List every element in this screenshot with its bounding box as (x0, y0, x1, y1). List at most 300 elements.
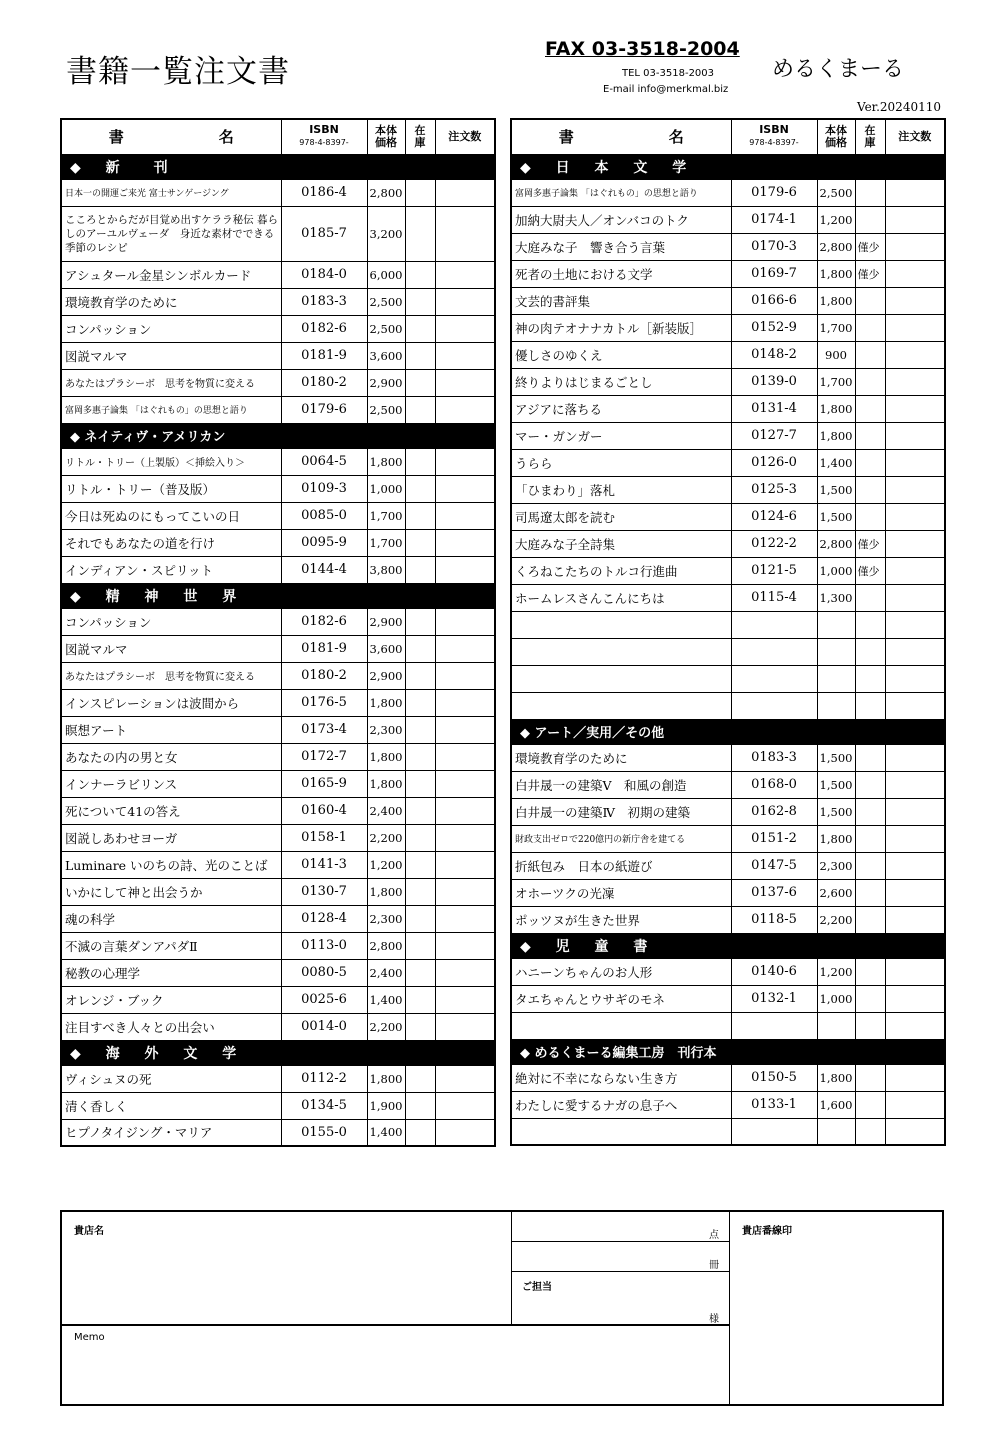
price-label-2: 価格 (825, 135, 847, 149)
stock-status (855, 958, 885, 985)
table-header (511, 119, 945, 154)
stock-status (405, 959, 435, 986)
book-title: こころとからだが目覚め出すケララ秘伝 暮らしのアーユルヴェーダ 身近な素材でできる季節のレシピ (61, 206, 281, 261)
table-row (61, 502, 495, 529)
stock-status (405, 932, 435, 959)
order-qty-cell[interactable] (885, 825, 945, 852)
publisher-name: めるくまーる (772, 57, 905, 82)
book-title: 大庭みな子 響き合う言葉 (511, 233, 731, 260)
order-qty-cell[interactable] (435, 315, 495, 342)
section-title: ◆ 海 外 文 学 (61, 1040, 495, 1065)
isbn-code: 0131-4 (731, 395, 817, 422)
book-price: 900 (817, 341, 855, 368)
book-price: 3,600 (367, 342, 405, 369)
table-row (511, 449, 945, 476)
book-title: 終りよりはじまるごとし (511, 368, 731, 395)
table-row (511, 665, 945, 692)
order-qty-cell[interactable] (885, 341, 945, 368)
book-price: 1,500 (817, 771, 855, 798)
table-row (61, 608, 495, 635)
isbn-code: 0112-2 (281, 1065, 367, 1092)
table-row (61, 475, 495, 502)
table-row (61, 1119, 495, 1146)
stock-status (405, 635, 435, 662)
order-qty-cell[interactable] (435, 689, 495, 716)
book-title: いかにして神と出会うか (61, 878, 281, 905)
table-row (511, 798, 945, 825)
order-qty-cell[interactable] (435, 770, 495, 797)
order-qty-cell[interactable] (435, 716, 495, 743)
book-price (817, 665, 855, 692)
order-qty-cell[interactable] (885, 260, 945, 287)
book-price: 2,400 (367, 797, 405, 824)
order-qty-cell[interactable] (435, 179, 495, 206)
store-name-box[interactable] (62, 1212, 512, 1326)
order-qty-cell[interactable] (435, 369, 495, 396)
order-qty-cell[interactable] (885, 557, 945, 584)
order-qty-cell[interactable] (885, 449, 945, 476)
order-qty-cell[interactable] (435, 635, 495, 662)
order-qty-cell[interactable] (435, 396, 495, 423)
book-price: 3,200 (367, 206, 405, 261)
order-qty-cell[interactable] (885, 530, 945, 557)
table-header (61, 119, 495, 154)
stock-status (855, 771, 885, 798)
order-qty-cell[interactable] (435, 851, 495, 878)
order-qty-cell[interactable] (435, 475, 495, 502)
isbn-code: 0132-1 (731, 985, 817, 1012)
book-title: あなたの内の男と女 (61, 743, 281, 770)
isbn-code: 0121-5 (731, 557, 817, 584)
isbn-code (731, 1118, 817, 1145)
table-row (61, 878, 495, 905)
points-field[interactable] (512, 1212, 729, 1242)
book-title (511, 665, 731, 692)
table-row (511, 233, 945, 260)
order-qty-cell[interactable] (885, 314, 945, 341)
isbn-code: 0125-3 (731, 476, 817, 503)
section-title: ◆ ネイティヴ・アメリカン (61, 423, 495, 448)
book-title: 文芸的書評集 (511, 287, 731, 314)
table-row (511, 1091, 945, 1118)
table-row (511, 314, 945, 341)
section-header (511, 1039, 945, 1064)
stock-status (855, 1118, 885, 1145)
table-row (511, 906, 945, 933)
col-isbn-header (731, 119, 817, 154)
order-qty-cell[interactable] (435, 1013, 495, 1040)
table-row (511, 611, 945, 638)
isbn-code: 0169-7 (731, 260, 817, 287)
order-qty-cell[interactable] (885, 206, 945, 233)
book-price: 1,200 (817, 958, 855, 985)
isbn-code: 0165-9 (281, 770, 367, 797)
section-header (511, 719, 945, 744)
stock-status (855, 1091, 885, 1118)
table-row (511, 1064, 945, 1091)
isbn-prefix: 978-4-8397- (299, 138, 349, 148)
order-qty-cell[interactable] (435, 824, 495, 851)
order-qty-cell[interactable] (885, 233, 945, 260)
book-title: タエちゃんとウサギのモネ (511, 985, 731, 1012)
col-order-header: 注文数 (435, 119, 495, 154)
order-qty-cell[interactable] (885, 368, 945, 395)
isbn-code: 0122-2 (731, 530, 817, 557)
book-title: あなたはプラシーボ 思考を物質に変える (61, 662, 281, 689)
book-price: 2,200 (817, 906, 855, 933)
book-title: それでもあなたの道を行け (61, 529, 281, 556)
table-row (511, 395, 945, 422)
table-row (61, 179, 495, 206)
book-title (511, 1012, 731, 1039)
isbn-code: 0127-7 (731, 422, 817, 449)
book-title: オレンジ・ブック (61, 986, 281, 1013)
stamp-box[interactable] (730, 1212, 944, 1404)
table-row (61, 369, 495, 396)
isbn-code: 0162-8 (731, 798, 817, 825)
order-qty-cell[interactable] (885, 1091, 945, 1118)
book-price: 1,800 (367, 689, 405, 716)
stock-status: 僅少 (855, 260, 885, 287)
table-row (511, 557, 945, 584)
order-qty-cell[interactable] (435, 1092, 495, 1119)
order-qty-cell[interactable] (885, 906, 945, 933)
shop-info-box (60, 1210, 944, 1406)
order-qty-cell[interactable] (435, 529, 495, 556)
book-price: 1,800 (367, 878, 405, 905)
book-price: 2,900 (367, 608, 405, 635)
book-title: 環境教育学のために (511, 744, 731, 771)
book-price: 2,900 (367, 662, 405, 689)
contact-label: ご担当 (522, 1282, 552, 1293)
stock-status: 僅少 (855, 557, 885, 584)
order-qty-cell[interactable] (435, 743, 495, 770)
isbn-code: 0179-6 (731, 179, 817, 206)
book-price: 2,200 (367, 824, 405, 851)
isbn-code: 0139-0 (731, 368, 817, 395)
book-price: 1,800 (367, 1065, 405, 1092)
table-row (511, 985, 945, 1012)
book-title: ホームレスさんこんにちは (511, 584, 731, 611)
stock-status (405, 662, 435, 689)
book-title: ポッツヌが生きた世界 (511, 906, 731, 933)
stock-status (855, 852, 885, 879)
order-qty-cell[interactable] (435, 878, 495, 905)
book-price: 3,800 (367, 556, 405, 583)
book-price: 1,800 (367, 743, 405, 770)
isbn-code: 0180-2 (281, 369, 367, 396)
book-price: 1,400 (817, 449, 855, 476)
stock-status: 僅少 (855, 233, 885, 260)
book-price: 1,300 (817, 584, 855, 611)
isbn-code (731, 611, 817, 638)
section-header (511, 933, 945, 958)
book-title: マー・ガンガー (511, 422, 731, 449)
isbn-prefix: 978-4-8397- (749, 138, 799, 148)
book-price: 6,000 (367, 261, 405, 288)
book-title (511, 638, 731, 665)
isbn-code: 0148-2 (731, 341, 817, 368)
order-qty-cell[interactable] (885, 638, 945, 665)
book-price: 1,700 (817, 368, 855, 395)
order-qty-cell[interactable] (885, 287, 945, 314)
table-row (511, 1118, 945, 1145)
isbn-code: 0173-4 (281, 716, 367, 743)
book-price (817, 611, 855, 638)
stock-status (855, 395, 885, 422)
isbn-code: 0113-0 (281, 932, 367, 959)
order-qty-cell[interactable] (435, 288, 495, 315)
book-title (511, 1118, 731, 1145)
order-qty-cell[interactable] (885, 771, 945, 798)
book-title: 図説しあわせヨーガ (61, 824, 281, 851)
isbn-code: 0150-5 (731, 1064, 817, 1091)
stock-label-1: 在 (864, 123, 876, 137)
book-title: コンパッション (61, 315, 281, 342)
isbn-code: 0180-2 (281, 662, 367, 689)
book-title: 富岡多惠子論集 「はぐれもの」の思想と語り (511, 179, 731, 206)
section-title: ◆ 児 童 書 (511, 933, 945, 958)
isbn-code: 0181-9 (281, 342, 367, 369)
stock-status (405, 1119, 435, 1146)
book-title: 環境教育学のために (61, 288, 281, 315)
book-title: オホーツクの光凜 (511, 879, 731, 906)
table-row (61, 1092, 495, 1119)
page-title: 書籍一覧注文書 (66, 54, 290, 90)
book-title: わたしに愛するナガの息子へ (511, 1091, 731, 1118)
order-qty-cell[interactable] (885, 422, 945, 449)
stock-status (405, 556, 435, 583)
book-price: 1,700 (367, 502, 405, 529)
stock-status (855, 179, 885, 206)
book-price: 2,200 (367, 1013, 405, 1040)
isbn-code: 0182-6 (281, 315, 367, 342)
order-qty-cell[interactable] (435, 608, 495, 635)
order-qty-cell[interactable] (885, 692, 945, 719)
order-qty-cell[interactable] (885, 958, 945, 985)
table-row (511, 341, 945, 368)
table-row (511, 287, 945, 314)
table-row (511, 638, 945, 665)
isbn-code (731, 692, 817, 719)
memo-label: Memo (74, 1332, 105, 1343)
isbn-code: 0160-4 (281, 797, 367, 824)
col-name-header: 書 名 (61, 119, 281, 154)
order-qty-cell[interactable] (435, 1119, 495, 1146)
stock-status (855, 906, 885, 933)
section-header (61, 154, 495, 179)
order-qty-cell[interactable] (435, 206, 495, 261)
book-title: 瞑想アート (61, 716, 281, 743)
stock-label-2: 庫 (864, 135, 876, 149)
isbn-code: 0064-5 (281, 448, 367, 475)
stock-status (405, 797, 435, 824)
book-title: 秘教の心理学 (61, 959, 281, 986)
book-title: 神の肉テオナナカトル［新装版］ (511, 314, 731, 341)
book-title: インスピレーションは波間から (61, 689, 281, 716)
book-title: 財政支出ゼロで220億円の新庁舎を建てる (511, 825, 731, 852)
book-title: 折紙包み 日本の紙遊び (511, 852, 731, 879)
stock-status (405, 288, 435, 315)
isbn-code (731, 638, 817, 665)
version-label: Ver.20240110 (857, 100, 941, 114)
isbn-label: ISBN (309, 123, 339, 137)
book-price: 1,800 (817, 1064, 855, 1091)
order-qty-cell[interactable] (885, 665, 945, 692)
order-qty-cell[interactable] (885, 611, 945, 638)
order-qty-cell[interactable] (885, 1118, 945, 1145)
table-row (511, 368, 945, 395)
stock-status (405, 529, 435, 556)
order-qty-cell[interactable] (435, 797, 495, 824)
table-row (61, 556, 495, 583)
book-price: 1,000 (817, 557, 855, 584)
stock-status (405, 342, 435, 369)
isbn-code: 0184-0 (281, 261, 367, 288)
isbn-code: 0137-6 (731, 879, 817, 906)
stock-status (855, 744, 885, 771)
contact-field[interactable] (512, 1272, 729, 1324)
order-qty-cell[interactable] (885, 985, 945, 1012)
table-row (511, 422, 945, 449)
order-qty-cell[interactable] (885, 798, 945, 825)
book-title: 魂の科学 (61, 905, 281, 932)
copies-field[interactable] (512, 1242, 729, 1272)
order-qty-cell[interactable] (435, 556, 495, 583)
order-qty-cell[interactable] (885, 395, 945, 422)
table-row (61, 396, 495, 423)
fax-number: FAX 03-3518-2004 (545, 38, 740, 60)
isbn-code: 0118-5 (731, 906, 817, 933)
table-row (61, 797, 495, 824)
order-qty-cell[interactable] (435, 261, 495, 288)
stock-status (405, 905, 435, 932)
table-row (511, 584, 945, 611)
stock-status (405, 502, 435, 529)
email-address: E-mail info@merkmal.biz (603, 84, 729, 95)
isbn-code: 0080-5 (281, 959, 367, 986)
book-title (511, 611, 731, 638)
unit-satsu: 冊 (709, 1260, 719, 1271)
book-title: アシュタール金星シンボルカード (61, 261, 281, 288)
book-title: 優しさのゆくえ (511, 341, 731, 368)
book-price: 2,800 (817, 530, 855, 557)
book-title: 白井晟一の建築Ⅴ 和風の創造 (511, 771, 731, 798)
table-row (61, 342, 495, 369)
table-row (61, 770, 495, 797)
section-title: ◆ 新 刊 (61, 154, 495, 179)
isbn-code: 0151-2 (731, 825, 817, 852)
isbn-code: 0134-5 (281, 1092, 367, 1119)
order-qty-cell[interactable] (885, 179, 945, 206)
order-qty-cell[interactable] (885, 1012, 945, 1039)
col-stock-header (405, 119, 435, 154)
isbn-code: 0181-9 (281, 635, 367, 662)
order-qty-cell[interactable] (885, 503, 945, 530)
section-title: ◆ アート／実用／その他 (511, 719, 945, 744)
order-qty-cell[interactable] (435, 342, 495, 369)
table-row (511, 879, 945, 906)
stock-status (855, 422, 885, 449)
book-price: 1,800 (817, 825, 855, 852)
book-price (817, 638, 855, 665)
book-title: 死について41の答え (61, 797, 281, 824)
isbn-code: 0174-1 (731, 206, 817, 233)
table-row (511, 260, 945, 287)
section-title: ◆ 日 本 文 学 (511, 154, 945, 179)
stock-status (405, 986, 435, 1013)
col-price-header (817, 119, 855, 154)
stock-status (855, 879, 885, 906)
stock-status (405, 206, 435, 261)
table-row (511, 692, 945, 719)
isbn-code: 0124-6 (731, 503, 817, 530)
table-row (511, 852, 945, 879)
table-row (61, 1065, 495, 1092)
stock-label-1: 在 (414, 123, 426, 137)
order-qty-cell[interactable] (885, 879, 945, 906)
stock-status (855, 1012, 885, 1039)
isbn-code: 0152-9 (731, 314, 817, 341)
stock-status (855, 825, 885, 852)
stock-status (405, 608, 435, 635)
isbn-code: 0128-4 (281, 905, 367, 932)
order-qty-cell[interactable] (885, 584, 945, 611)
table-row (61, 206, 495, 261)
isbn-code: 0183-3 (281, 288, 367, 315)
memo-box[interactable] (62, 1326, 730, 1404)
order-qty-cell[interactable] (885, 744, 945, 771)
order-qty-cell[interactable] (885, 1064, 945, 1091)
price-label-1: 本体 (375, 123, 397, 137)
order-qty-cell[interactable] (435, 959, 495, 986)
section-title: ◆ 精 神 世 界 (61, 583, 495, 608)
book-price: 1,500 (817, 503, 855, 530)
order-qty-cell[interactable] (435, 662, 495, 689)
price-label-2: 価格 (375, 135, 397, 149)
stock-status (855, 314, 885, 341)
stock-status (855, 1064, 885, 1091)
book-price: 2,500 (367, 288, 405, 315)
order-table-left (60, 118, 496, 1147)
order-qty-cell[interactable] (885, 852, 945, 879)
book-price: 1,500 (817, 476, 855, 503)
table-row (511, 476, 945, 503)
stock-status (855, 611, 885, 638)
stock-status (855, 665, 885, 692)
book-price: 2,300 (817, 852, 855, 879)
book-price: 1,800 (367, 770, 405, 797)
isbn-code: 0155-0 (281, 1119, 367, 1146)
order-qty-cell[interactable] (435, 1065, 495, 1092)
stock-status (855, 584, 885, 611)
order-qty-cell[interactable] (885, 476, 945, 503)
isbn-code: 0158-1 (281, 824, 367, 851)
isbn-code: 0170-3 (731, 233, 817, 260)
order-qty-cell[interactable] (435, 986, 495, 1013)
book-title: リトル・トリー（上製版）＜挿絵入り＞ (61, 448, 281, 475)
book-title (511, 692, 731, 719)
order-qty-cell[interactable] (435, 448, 495, 475)
isbn-code: 0166-6 (731, 287, 817, 314)
order-qty-cell[interactable] (435, 932, 495, 959)
isbn-code: 0144-4 (281, 556, 367, 583)
order-qty-cell[interactable] (435, 905, 495, 932)
book-price: 1,700 (817, 314, 855, 341)
book-price (817, 692, 855, 719)
book-price: 1,800 (817, 260, 855, 287)
order-qty-cell[interactable] (435, 502, 495, 529)
